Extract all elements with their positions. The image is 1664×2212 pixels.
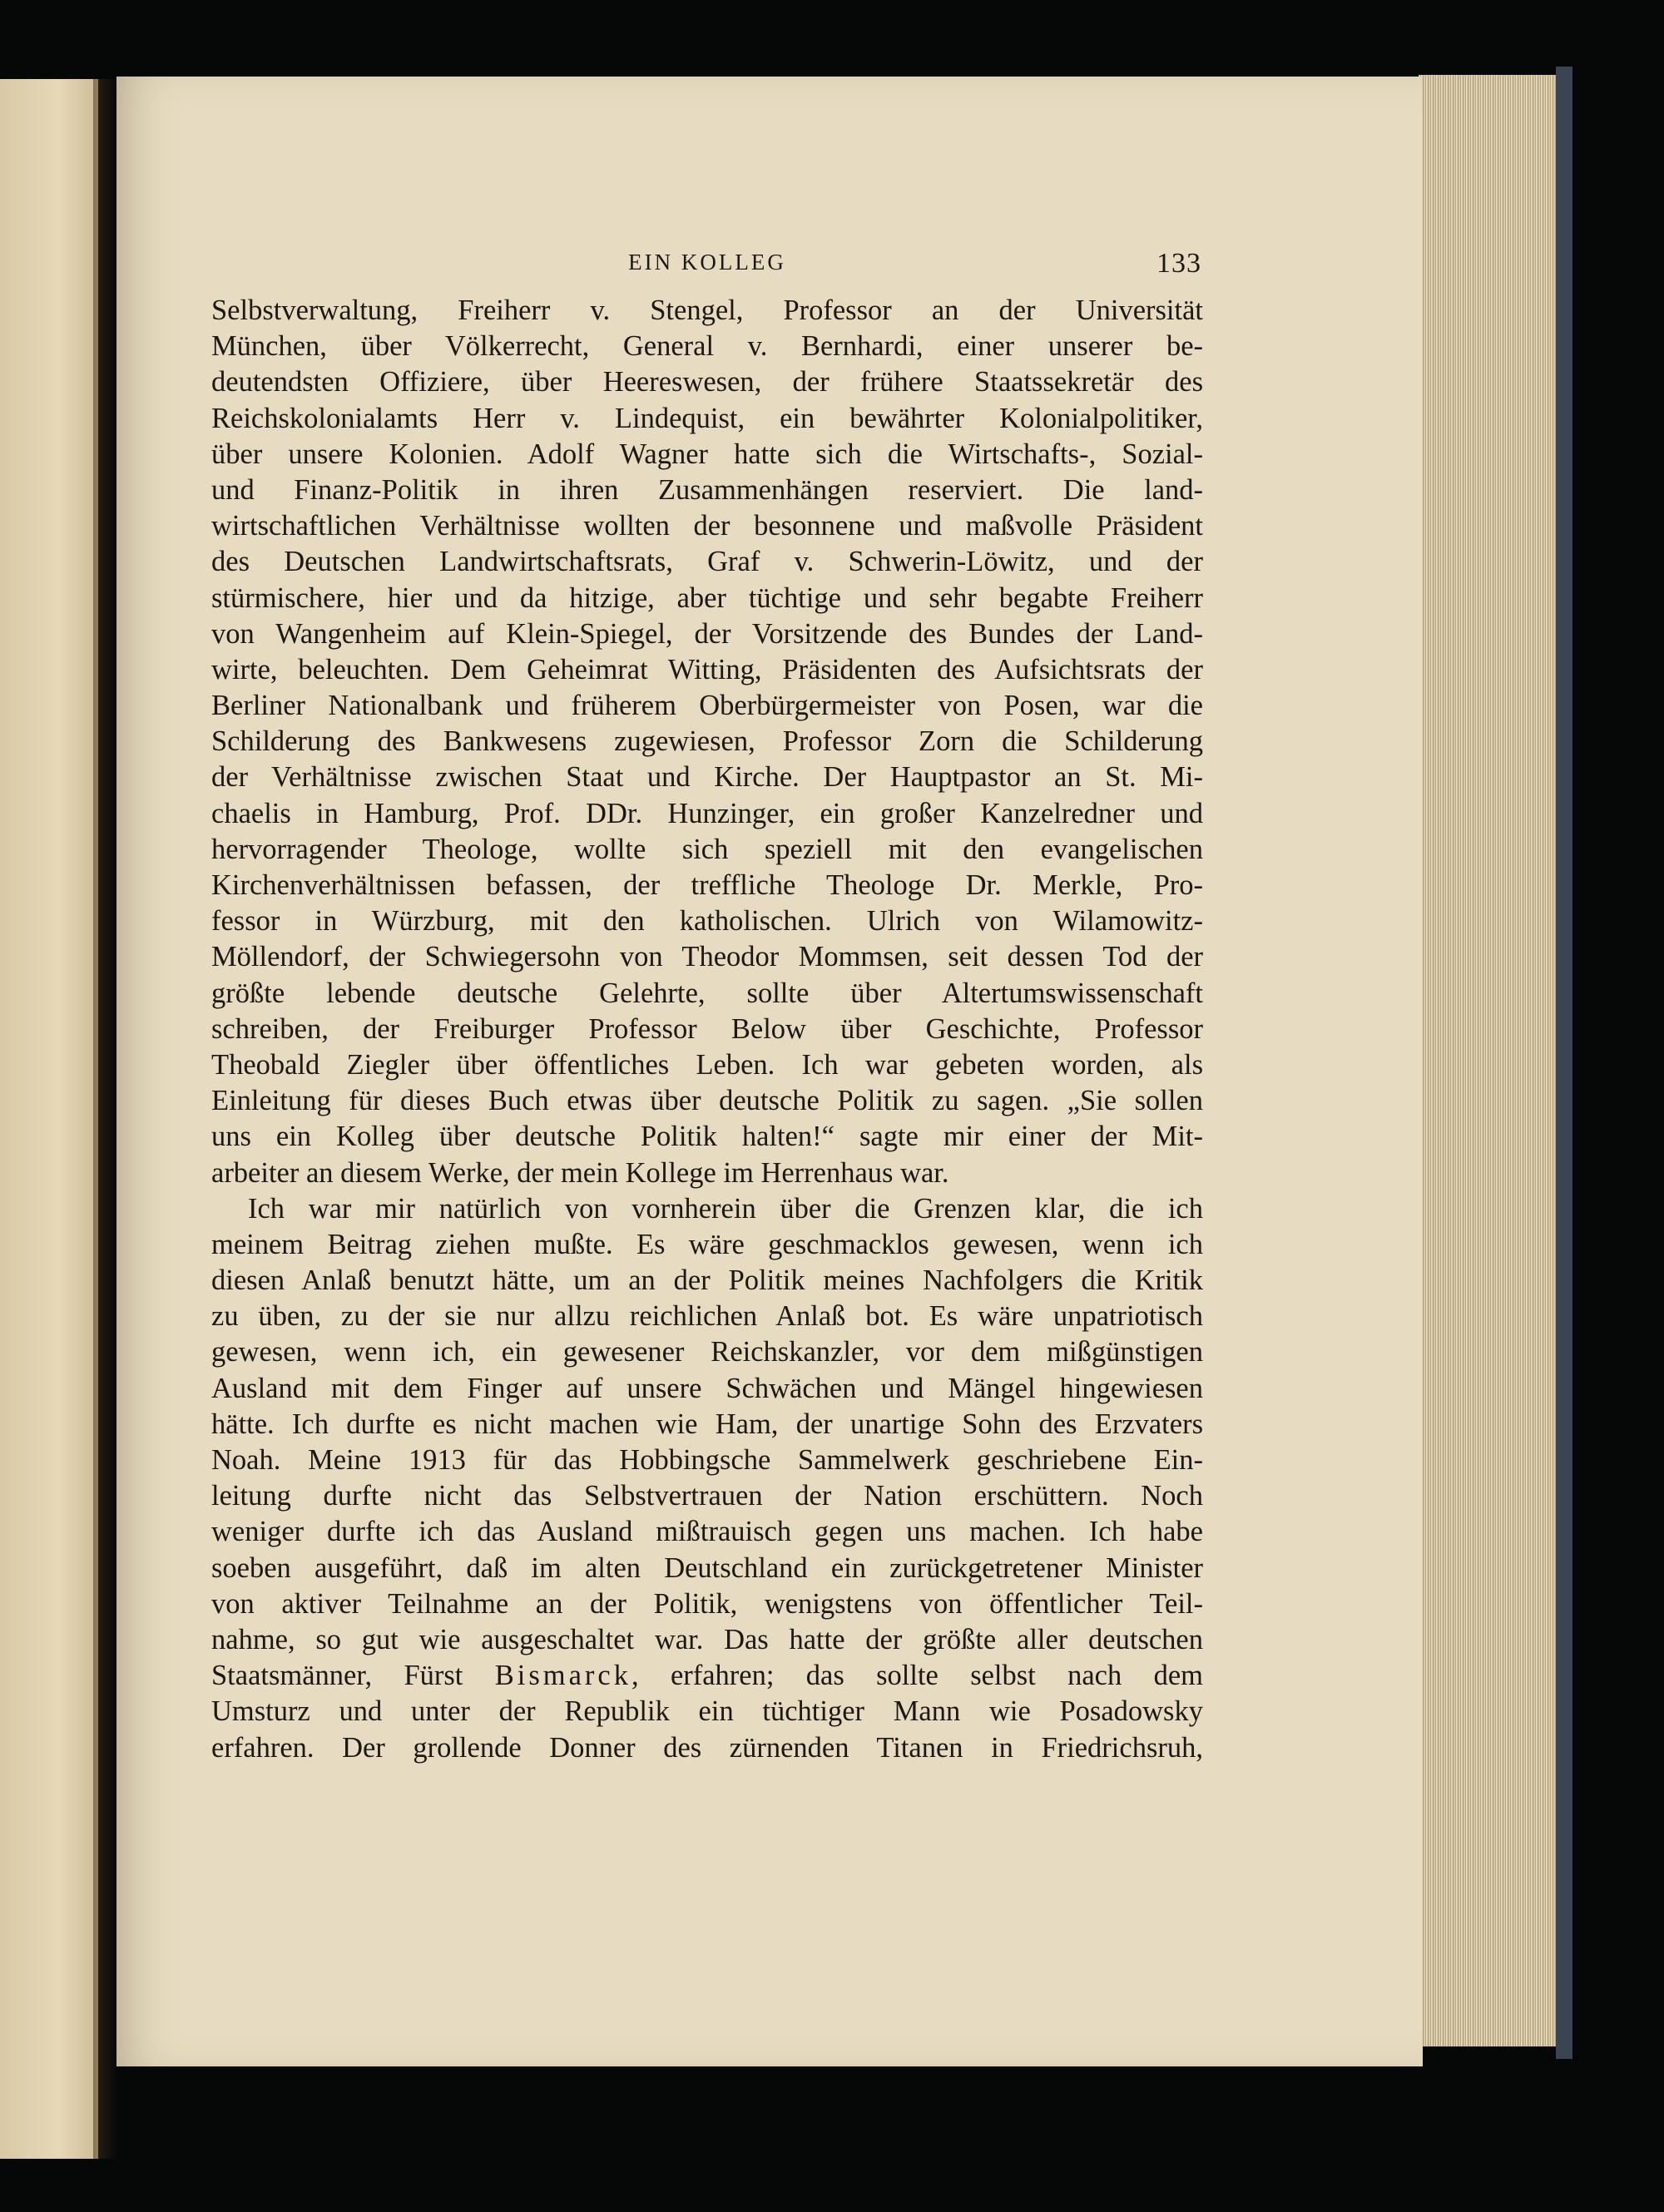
book-cover-edge xyxy=(1556,67,1572,2059)
text-line: diesen Anlaß benutzt hätte, um an der Politik meines Nachfolgers die Kritik xyxy=(211,1264,1203,1297)
text-line: Ausland mit dem Finger auf unsere Schwächen und Mängel hingewiesen xyxy=(211,1372,1203,1404)
text-line: des Deutschen Landwirtschaftsrats, Graf v. Schwerin-Löwitz, und der xyxy=(211,546,1203,578)
text-line: der Verhältnisse zwischen Staat und Kirche. Der Hauptpastor an St. Mi- xyxy=(211,761,1203,794)
text-line: meinem Beitrag ziehen mußte. Es wäre geschmacklos gewesen, wenn ich xyxy=(211,1228,1203,1260)
text-line: und Finanz-Politik in ihren Zusammenhängen reserviert. Die land- xyxy=(211,473,1203,506)
text-line: arbeiter an diesem Werke, der mein Kollege im Herrenhaus war. xyxy=(211,1156,949,1189)
text-line: leitung durfte nicht das Selbstvertrauen der Nation erschüttern. Noch xyxy=(211,1480,1203,1512)
body-text xyxy=(211,293,1203,1766)
text-line: gewesen, wenn ich, ein gewesener Reichskanzler, vor dem mißgünstigen xyxy=(211,1336,1203,1368)
text-line: deutendsten Offiziere, über Heereswesen, der frühere Staatssekretär des xyxy=(211,366,1203,398)
text-line: soeben ausgeführt, daß im alten Deutschland ein zurückgetretener Minister xyxy=(211,1551,1203,1584)
text-line: Möllendorf, der Schwiegersohn von Theodor Mommsen, seit dessen Tod der xyxy=(211,941,1203,973)
page-stack-edges xyxy=(1419,75,1556,2046)
text-line: München, über Völkerrecht, General v. Bernhardi, einer unserer be- xyxy=(211,330,1203,363)
page-number: 133 xyxy=(1156,248,1201,279)
running-head xyxy=(211,248,1203,281)
text-line: Kirchenverhältnissen befassen, der treffliche Theologe Dr. Merkle, Pro- xyxy=(211,869,1203,901)
text-line: hätte. Ich durfte es nicht machen wie Ham, der unartige Sohn des Erzvaters xyxy=(211,1408,1203,1440)
text-line: fessor in Würzburg, mit den katholischen. Ulrich von Wilamowitz- xyxy=(211,905,1203,938)
previous-page-edge xyxy=(0,79,98,2159)
text-line: Berliner Nationalbank und früherem Oberbürgermeister von Posen, war die xyxy=(211,690,1203,722)
text-line: Theobald Ziegler über öffentliches Leben. Ich war gebeten worden, als xyxy=(211,1048,1203,1081)
text-line: Schilderung des Bankwesens zugewiesen, Professor Zorn die Schilderung xyxy=(211,725,1203,758)
text-line: chaelis in Hamburg, Prof. DDr. Hunzinger, ein großer Kanzelredner und xyxy=(211,797,1203,829)
text-line: schreiben, der Freiburger Professor Below über Geschichte, Professor xyxy=(211,1012,1203,1045)
text-line: Reichskolonialamts Herr v. Lindequist, ein bewährter Kolonialpolitiker, xyxy=(211,402,1203,434)
text-line: über unsere Kolonien. Adolf Wagner hatte sich die Wirtschafts-, Sozial- xyxy=(211,438,1203,470)
text-line: wirte, beleuchten. Dem Geheimrat Witting, Präsidenten des Aufsichtsrats der xyxy=(211,653,1203,685)
text-line: Staatsmänner, Fürst Bismarck, erfahren; das sollte selbst nach dem xyxy=(211,1660,1203,1692)
text-line: größte lebende deutsche Gelehrte, sollte über Altertumswissenschaft xyxy=(211,977,1203,1009)
book-gutter-shadow xyxy=(93,79,118,2159)
text-line: Selbstverwaltung, Freiherr v. Stengel, Professor an der Universität xyxy=(211,294,1203,326)
text-line: Umsturz und unter der Republik ein tüchtiger Mann wie Posadowsky xyxy=(211,1695,1203,1728)
text-line: Einleitung für dieses Buch etwas über deutsche Politik zu sagen. „Sie sollen xyxy=(211,1085,1203,1117)
text-line: uns ein Kolleg über deutsche Politik halten!“ sagte mir einer der Mit- xyxy=(211,1121,1203,1153)
text-line: Ich war mir natürlich von vornherein über die Grenzen klar, die ich xyxy=(248,1192,1203,1225)
text-line: von Wangenheim auf Klein-Spiegel, der Vorsitzende des Bundes der Land- xyxy=(211,617,1203,650)
running-head-title: EIN KOLLEG xyxy=(628,250,786,275)
text-line: Noah. Meine 1913 für das Hobbingsche Sammelwerk geschriebene Ein- xyxy=(211,1444,1203,1476)
text-line: weniger durfte ich das Ausland mißtrauisch gegen uns machen. Ich habe xyxy=(211,1516,1203,1548)
text-line: stürmischere, hier und da hitzige, aber tüchtige und sehr begabte Freiherr xyxy=(211,581,1203,614)
text-line: wirtschaftlichen Verhältnisse wollten der besonnene und maßvolle Präsident xyxy=(211,510,1203,542)
text-line: erfahren. Der grollende Donner des zürnenden Titanen in Friedrichsruh, xyxy=(211,1731,1203,1764)
text-line: zu üben, zu der sie nur allzu reichlichen Anlaß bot. Es wäre unpatriotisch xyxy=(211,1300,1203,1333)
text-line: nahme, so gut wie ausgeschaltet war. Das hatte der größte aller deutschen xyxy=(211,1623,1203,1655)
text-line: hervorragender Theologe, wollte sich speziell mit den evangelischen xyxy=(211,833,1203,865)
spaced-name: Bismarck xyxy=(494,1660,631,1692)
text-line: von aktiver Teilnahme an der Politik, wenigstens von öffentlicher Teil- xyxy=(211,1587,1203,1620)
